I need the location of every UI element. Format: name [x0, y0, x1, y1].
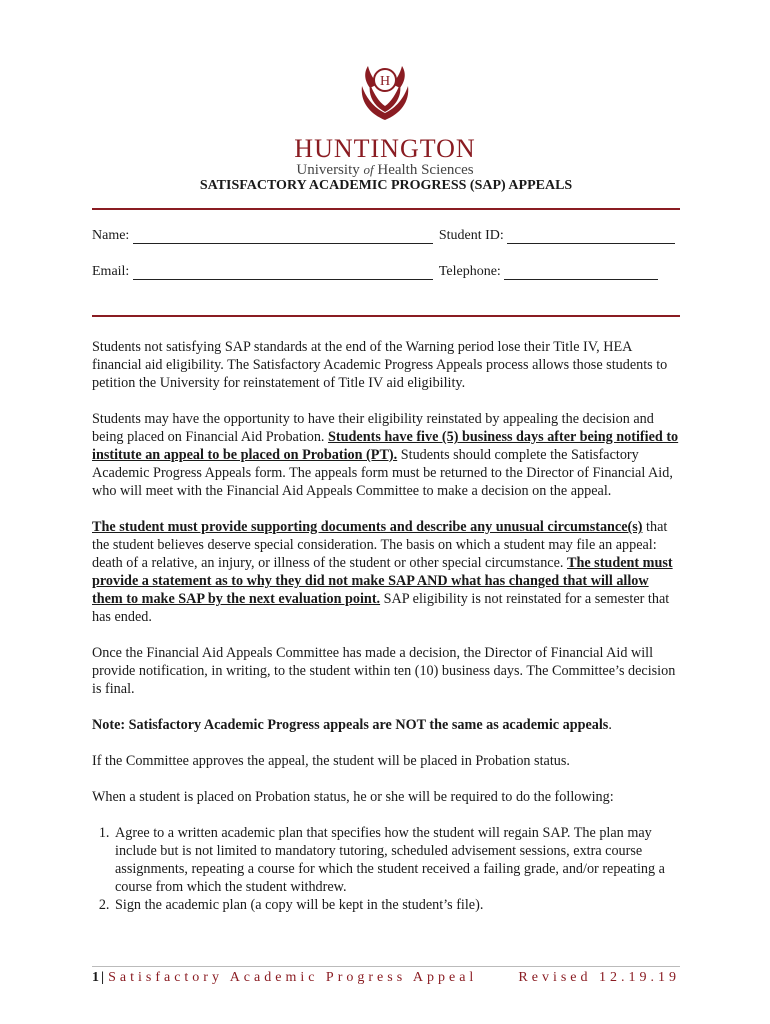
deadline-emphasis: Students have five (5) business days after being notified to institute an appeal to be placed on Probation (PT). — [92, 429, 679, 463]
paragraph-approval: If the Committee approves the appeal, the student will be placed in Probation status. — [92, 753, 570, 769]
requirements-list — [92, 824, 680, 914]
logo-mark-letter: H — [379, 74, 391, 89]
page-footer — [92, 966, 680, 986]
logo-emblem-icon — [350, 58, 420, 128]
body-text — [92, 338, 680, 914]
paragraph-requirements: When a student is placed on Probation status, he or she will be required to do the following: — [92, 789, 614, 805]
paragraph-notification: Once the Financial Aid Appeals Committee has made a decision, the Director of Financial Aid will provide notification, in writing, to the student within ten (10) business days. The Committee’s decision is final. — [92, 645, 676, 697]
telephone-field[interactable] — [504, 265, 658, 280]
paragraph-probation: Students may have the opportunity to have their eligibility reinstated by appealing the decision and being placed on Financial Aid Probation. Students have five (5) business days after being notified to institute an appeal to be placed on Probation (PT). Students should complete the Satisfactory Academic Progress Appeals form. The appeals form must be returned to the Director of Financial Aid, who will meet with the Financial Aid Appeals Committee to make a decision on the appeal. — [92, 411, 679, 499]
page-number: 1 — [92, 970, 99, 985]
email-field[interactable] — [133, 265, 433, 280]
name-studentid-row — [92, 228, 680, 244]
paragraph-supporting-docs: The student must provide supporting documents and describe any unusual circumstance(s) that the student believes deserve special consideration. The basis on which a student may file an appeal: death of a relative, an injury, or illness of the student or other special circumstance. The student must provide a statement as to why they did not make SAP AND what has changed that will allow them to make SAP by the next evaluation point. SAP eligibility is not reinstated for a semester that has ended. — [92, 519, 673, 625]
university-logo — [280, 58, 490, 179]
telephone-label: Telephone: — [438, 264, 505, 279]
paragraph-intro: Students not satisfying SAP standards at the end of the Warning period lose their Title IV, HEA financial aid eligibility. The Satisfactory Academic Progress Appeals process allows those students to petition the University for reinstatement of Title IV aid eligibility. — [92, 339, 668, 391]
page-title: SATISFACTORY ACADEMIC PROGRESS (SAP) APPEALS — [199, 178, 573, 193]
logo-wordmark: HUNTINGTON — [294, 134, 476, 163]
list-item: 1. Agree to a written academic plan that specifies how the student will regain SAP. The plan may include but is not limited to mandatory tutoring, scheduled advisement sessions, extra course assignments, repeating a course for which the student received a failing grade, and/or repeating a course from which the student withdrew. — [113, 824, 680, 896]
student-id-field[interactable] — [507, 229, 675, 244]
footer-revised: Revised 12.19.19 — [518, 970, 680, 985]
student-id-label: Student ID: — [438, 228, 508, 243]
footer-left: 1 | Satisfactory Academic Progress Appeal — [92, 970, 478, 985]
paragraph-note: Note: Satisfactory Academic Progress appeals are NOT the same as academic appeals. — [92, 717, 612, 733]
footer-doc-title: Satisfactory Academic Progress Appeal — [108, 970, 478, 985]
bottom-divider — [92, 315, 680, 317]
logo-subtitle: University of Health Sciences — [296, 162, 474, 178]
email-label: Email: — [92, 264, 133, 279]
list-item: 2. Sign the academic plan (a copy will be kept in the student’s file). — [113, 896, 680, 914]
email-telephone-row — [92, 264, 680, 280]
name-field[interactable] — [133, 229, 433, 244]
top-divider — [92, 208, 680, 210]
name-label: Name: — [92, 228, 133, 243]
